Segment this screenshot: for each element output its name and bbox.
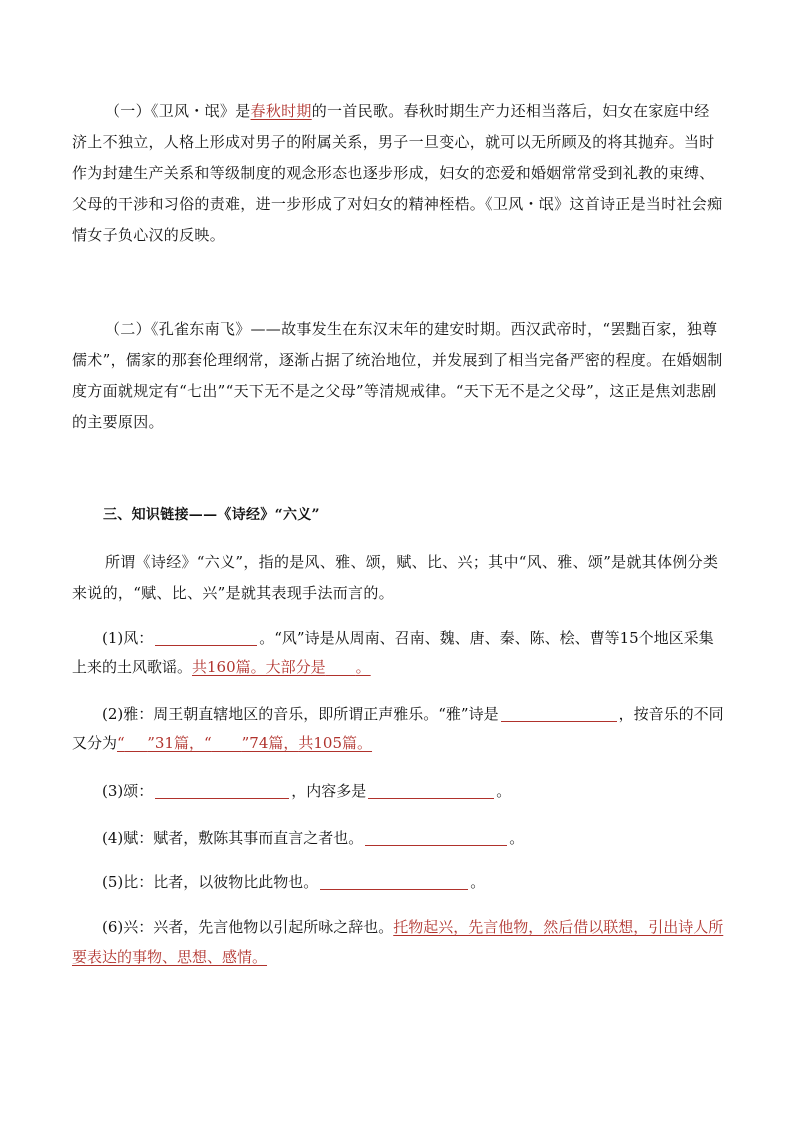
feng-blank[interactable] — [155, 627, 257, 646]
feng-red-blank[interactable] — [326, 658, 356, 676]
item-feng-text: 。“风”诗是从周南、召南、魏、唐、秦、陈、桧、曹等15个地区采集上来的土风歌谣。 — [72, 629, 714, 676]
section-3-heading: 三、知识链接——《诗经》“六义” — [103, 507, 320, 523]
item-feng-end: 。 — [355, 658, 371, 676]
item-bi — [72, 868, 724, 897]
item-xing — [72, 912, 724, 972]
spring-autumn-link[interactable]: 春秋时期 — [250, 102, 312, 120]
item-ya — [72, 700, 724, 758]
ya-red-blank-1[interactable] — [125, 734, 148, 752]
item-bi-label: (5)比：比者，以彼物比此物也。 — [102, 873, 319, 891]
item-ya-red-1: “ — [117, 734, 125, 752]
item-ya-red-2: ”31篇，“ — [147, 734, 212, 752]
song-blank-2[interactable] — [368, 780, 494, 799]
item-fu-label: (4)赋：赋者，敷陈其事而直言之者也。 — [102, 829, 364, 847]
bi-blank[interactable] — [320, 871, 468, 890]
item-ya-label: (2)雅：周王朝直辖地区的音乐，即所谓正声雅乐。“雅”诗是 — [102, 705, 499, 723]
fu-blank[interactable] — [365, 827, 507, 846]
section-1-paragraph — [72, 96, 724, 251]
item-xing-label: (6)兴：兴者，先言他物以引起所咏之辞也。 — [102, 918, 394, 936]
section-3-intro: 所谓《诗经》“六义”，指的是风、雅、颂，赋、比、兴；其中“风、雅、颂”是就其体例分类来说的，“赋、比、兴”是就其表现手法而言的。 — [72, 553, 719, 602]
section-1-body: 的一首民歌。春秋时期生产力还相当落后，妇女在家庭中经济上不独立，人格上形成对男子的附属关系，男子一旦变心，就可以无所顾及的将其抛弃。当时作为封建生产关系和等级制度的观念形态也逐步形成，妇女的恋爱和婚姻常常受到礼教的束缚、父母的干涉和习俗的责难，进一步形成了对妇女的精神桎梏。《卫风・氓》这首诗正是当时社会痴情女子负心汉的反映。 — [72, 102, 723, 244]
item-bi-end: 。 — [470, 873, 486, 891]
item-ya-red-4: 共105篇。 — [298, 734, 373, 752]
item-song — [72, 777, 724, 806]
ya-red-blank-2[interactable] — [212, 734, 242, 752]
item-fu-end: 。 — [509, 829, 525, 847]
item-song-end: 。 — [496, 782, 512, 800]
item-ya-red-3: ”74篇， — [241, 734, 299, 752]
ya-blank[interactable] — [501, 703, 617, 722]
section-1-prefix: （一）《卫风・氓》是 — [105, 102, 251, 120]
item-song-mid: ，内容多是 — [291, 782, 367, 800]
item-fu — [72, 824, 724, 853]
item-feng-red: 共160篇。大部分是 — [192, 658, 326, 676]
item-ya-text: ，按音乐的不同又分为 — [72, 705, 724, 752]
section-2-paragraph: （二）《孔雀东南飞》——故事发生在东汉末年的建安时期。西汉武帝时，“罢黜百家，独尊儒术”，儒家的那套伦理纲常，逐渐占据了统治地位，并发展到了相当完备严密的程度。在婚姻制度方面就规定有“七出”“天下无不是之父母”等清规戒律。“天下无不是之父母”，这正是焦刘悲剧的主要原因。 — [72, 320, 723, 431]
item-xing-red: 托物起兴，先言他物，然后借以联想，引出诗人所要表达的事物、思想、感情。 — [72, 918, 724, 966]
item-feng — [72, 624, 724, 682]
item-song-label: (3)颂： — [102, 782, 154, 800]
item-feng-label: (1)风： — [102, 629, 154, 647]
song-blank-1[interactable] — [155, 780, 289, 799]
